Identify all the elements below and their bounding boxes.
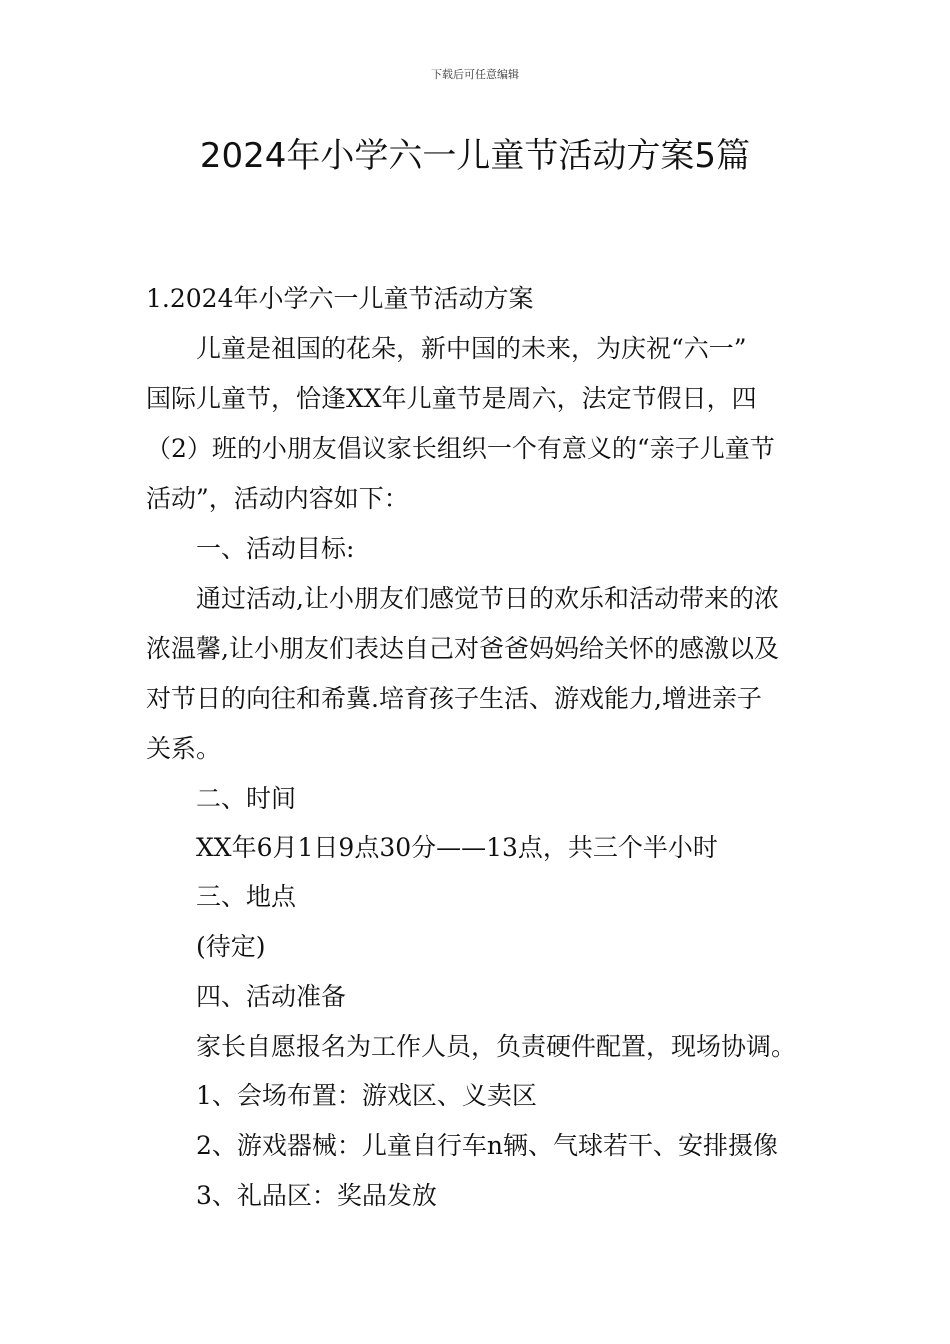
- list-item: 2、游戏器械：儿童自行车n辆、气球若干、安排摄像: [196, 1131, 779, 1160]
- list-item: 1、会场布置：游戏区、义卖区: [196, 1081, 537, 1110]
- intro-line: 儿童是祖国的花朵，新中国的未来，为庆祝“六一”: [196, 334, 747, 363]
- goal-line: 关系。: [146, 734, 222, 763]
- place-text: (待定): [196, 932, 266, 961]
- prep-heading: 四、活动准备: [196, 982, 347, 1011]
- goal-line: 浓温馨,让小朋友们表达自己对爸爸妈妈给关怀的感激以及: [146, 634, 779, 663]
- time-heading: 二、时间: [196, 784, 297, 813]
- section-heading: 1.2024年小学六一儿童节活动方案: [146, 284, 534, 313]
- intro-line: （2）班的小朋友倡议家长组织一个有意义的“亲子儿童节: [146, 434, 775, 463]
- goal-heading: 一、活动目标:: [196, 534, 355, 563]
- prep-text: 家长自愿报名为工作人员，负责硬件配置，现场协调。: [196, 1032, 797, 1061]
- intro-line: 国际儿童节，恰逢XX年儿童节是周六，法定节假日，四: [146, 384, 757, 413]
- goal-line: 对节日的向往和希冀.培育孩子生活、游戏能力,增进亲子: [146, 684, 762, 713]
- document-title: 2024年小学六一儿童节活动方案5篇: [199, 136, 751, 176]
- time-text: XX年6月1日9点30分——13点，共三个半小时: [196, 833, 718, 862]
- intro-line: 活动”，活动内容如下：: [146, 484, 409, 513]
- list-item: 3、礼品区：奖品发放: [196, 1181, 437, 1210]
- goal-line: 通过活动,让小朋友们感觉节日的欢乐和活动带来的浓: [196, 584, 779, 613]
- place-heading: 三、地点: [196, 882, 297, 911]
- header-note: 下载后可任意编辑: [431, 68, 519, 81]
